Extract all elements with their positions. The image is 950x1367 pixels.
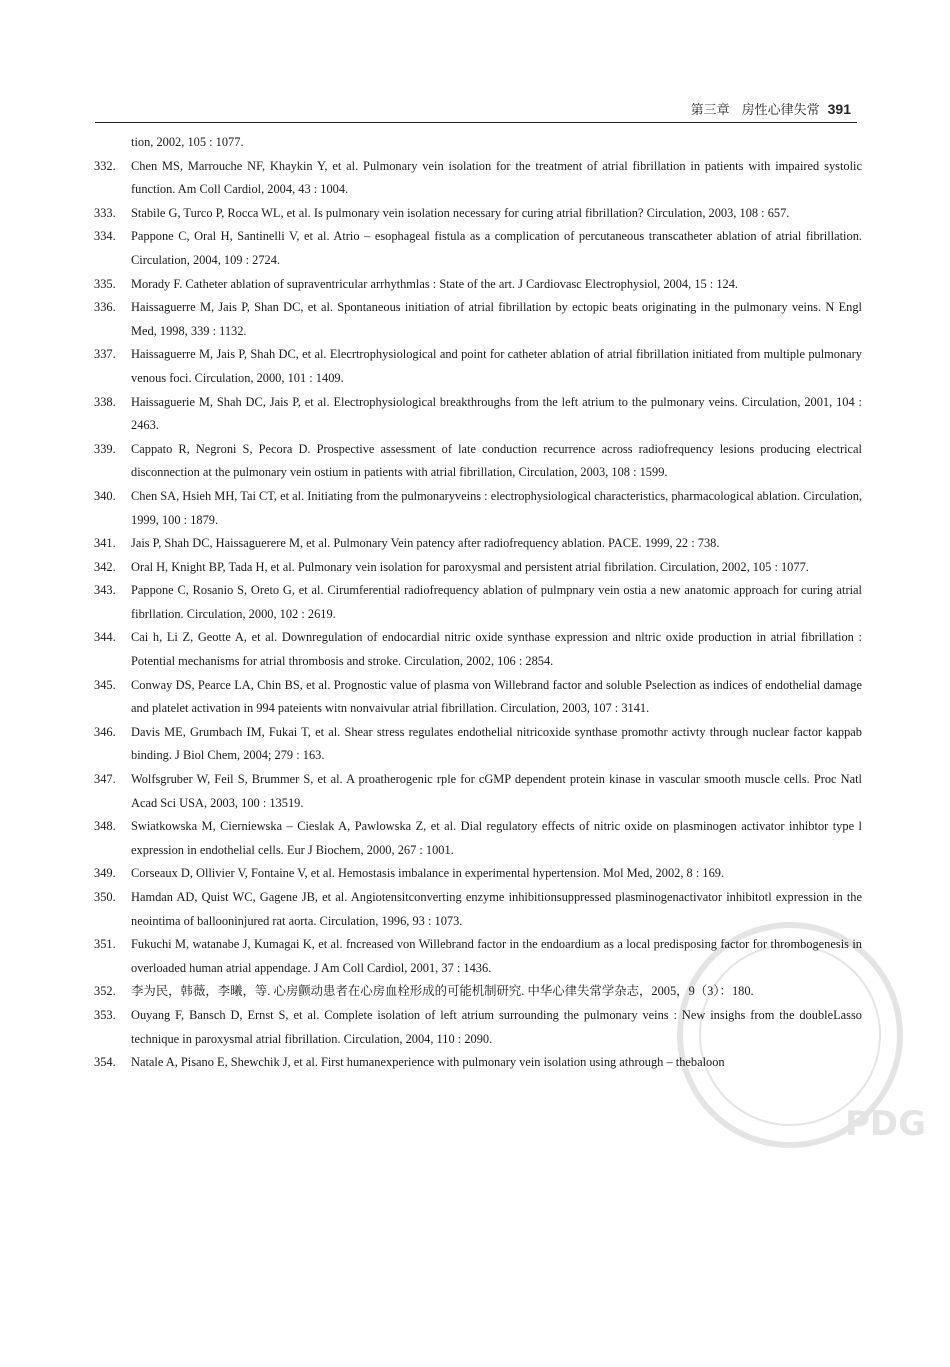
reference-text: Oral H, Knight BP, Tada H, et al. Pulmonary vein isolation for paroxysmal and persistent atrial fibrilation. Circulation, 2002, 105 : 1077.	[131, 559, 809, 574]
reference-text: Morady F. Catheter ablation of supraventricular arrhythmlas : State of the art. J Cardiovasc Electrophysiol, 2004, 15 : 124.	[131, 276, 739, 291]
reference-item	[94, 202, 862, 226]
reference-number: 341.	[94, 536, 116, 551]
header-text	[691, 99, 851, 118]
reference-text: Swiatkowska M, Cierniewska – Cieslak A, Pawlowska Z, et al. Dial regulatory effects of nitric oxide on plasminogen activator inhibtor type l expression in endothelial cells. Eur J Biochem, 2000, 267 : 1001.	[131, 819, 862, 857]
reference-item	[94, 343, 862, 390]
reference-item	[94, 862, 862, 886]
reference-number: 334.	[94, 229, 116, 244]
reference-item	[94, 933, 862, 980]
reference-text: Wolfsgruber W, Feil S, Brummer S, et al. A proatherogenic rple for cGMP dependent protein kinase in vascular smooth muscle cells. Proc Natl Acad Sci USA, 2003, 100 : 13519.	[131, 772, 862, 810]
reference-text: 李为民，韩薇，李曦，等. 心房颤动患者在心房血栓形成的可能机制研究. 中华心律失常学杂志，2005，9（3）：180.	[131, 984, 754, 999]
reference-text: Chen MS, Marrouche NF, Khaykin Y, et al. Pulmonary vein isolation for the treatment of atrial fibrillation in patients with impaired systolic function. Am Coll Cardiol, 2004, 43 : 1004.	[131, 158, 862, 197]
reference-text: Pappone C, Rosanio S, Oreto G, et al. Cirumferential radiofrequency ablation of pulmpnary vein ostia a new anatomic approach for curing atrial fibrllation. Circulation, 2000, 102 : 2619.	[131, 583, 862, 621]
reference-text: Haissaguerre M, Jais P, Shan DC, et al. Spontaneous initiation of atrial fibrillation by ectopic beats originating in the pulmonary veins. N Engl Med, 1998, 339 : 1132.	[131, 300, 862, 338]
reference-number: 343.	[94, 583, 116, 598]
reference-number: 339.	[94, 441, 116, 456]
reference-item	[94, 980, 862, 1004]
reference-item	[94, 674, 862, 721]
reference-item	[94, 485, 862, 532]
reference-text: Chen SA, Hsieh MH, Tai CT, et al. Initiating from the pulmonaryveins : electrophysiological characteristics, pharmacological ablation. Circulation, 1999, 100 : 1879.	[131, 488, 862, 527]
reference-item	[94, 556, 862, 580]
reference-number: 340.	[94, 488, 116, 503]
reference-item	[94, 391, 862, 438]
reference-item	[94, 155, 862, 202]
reference-number: 349.	[94, 866, 116, 881]
reference-item	[94, 438, 862, 485]
reference-number: 332.	[94, 158, 116, 173]
reference-number: 348.	[94, 819, 116, 834]
reference-text: Davis ME, Grumbach IM, Fukai T, et al. Shear stress regulates endothelial nitricoxide synthase promothr activty through nuclear factor kappab binding. J Biol Chem, 2004; 279 : 163.	[131, 724, 862, 763]
reference-number: 338.	[94, 394, 116, 409]
reference-number: 346.	[94, 724, 116, 739]
reference-text: Hamdan AD, Quist WC, Gagene JB, et al. Angiotensitconverting enzyme inhibitionsuppressed plasminogenactivator inhibitotl expression in the neointima of ballooninjured rat aorta. Circulation, 1996, 93 : 1073.	[131, 890, 862, 928]
reference-number: 352.	[94, 984, 116, 999]
reference-number: 354.	[94, 1055, 116, 1070]
watermark-label: PDG	[845, 1104, 927, 1144]
reference-item	[94, 721, 862, 768]
reference-text: Cappato R, Negroni S, Pecora D. Prospective assessment of late conduction recurrence across radiofrequency lesions producing electrical disconnection at the pulmonary vein ostium in patients with atrial fibrillation, Circulation, 2003, 108 : 1599.	[131, 441, 862, 480]
section-title: 房性心律失常	[741, 103, 820, 118]
reference-list	[94, 131, 862, 1075]
reference-item	[94, 626, 862, 673]
reference-text: Haissaguerre M, Jais P, Shah DC, et al. Elecrtrophysiological and point for catheter ablation of atrial fibrillation initiated from multiple pulmonary venous foci. Circulation, 2000, 101 : 1409.	[131, 347, 862, 385]
reference-text: Pappone C, Oral H, Santinelli V, et al. Atrio – esophageal fistula as a complication of percutaneous transcatheter ablation of atrial fibrillation. Circulation, 2004, 109 : 2724.	[131, 229, 862, 267]
reference-item	[94, 579, 862, 626]
reference-text: Stabile G, Turco P, Rocca WL, et al. Is pulmonary vein isolation necessary for curing atrial fibrillation? Circulation, 2003, 108 : 657.	[131, 205, 790, 220]
reference-number: 342.	[94, 559, 116, 574]
reference-item	[94, 768, 862, 815]
reference-number: 335.	[94, 276, 116, 291]
reference-item	[94, 273, 862, 297]
reference-item	[94, 1004, 862, 1051]
reference-text: Fukuchi M, watanabe J, Kumagai K, et al. fncreased von Willebrand factor in the endoardium as a local predisposing factor for thrombogenesis in overloaded human atrial appendage. J Am Coll Cardiol, 2001, 37 : 1436.	[131, 937, 862, 975]
reference-text: Natale A, Pisano E, Shewchik J, et al. First humanexperience with pulmonary vein isolation using athrough – thebaloon	[131, 1055, 725, 1070]
reference-number: 336.	[94, 300, 116, 315]
chapter-label: 第三章	[690, 103, 730, 118]
reference-item	[94, 296, 862, 343]
page-number: 391	[827, 101, 851, 117]
reference-continuation: tion, 2002, 105 : 1077.	[131, 135, 244, 149]
reference-item	[94, 225, 862, 272]
reference-number: 353.	[94, 1007, 116, 1022]
reference-number: 333.	[94, 205, 116, 220]
reference-text: Jais P, Shah DC, Haissaguerere M, et al. Pulmonary Vein patency after radiofrequency ablation. PACE. 1999, 22 : 738.	[131, 536, 720, 551]
reference-item	[94, 532, 862, 556]
reference-text: Corseaux D, Ollivier V, Fontaine V, et al. Hemostasis imbalance in experimental hypertension. Mol Med, 2002, 8 : 169.	[131, 866, 725, 881]
reference-item	[94, 815, 862, 862]
reference-text: Ouyang F, Bansch D, Ernst S, et al. Complete isolation of left atrium surrounding the pulmonary veins : New insighs from the doubleLasso technique in paroxysmal atrial fibrillation. Circulation, 2004, 110 : 2090.	[131, 1007, 862, 1046]
reference-number: 347.	[94, 772, 116, 787]
reference-text: Haissaguerie M, Shah DC, Jais P, et al. Electrophysiological breakthroughs from the left atrium to the pulmonary veins. Circulation, 2001, 104 : 2463.	[131, 394, 862, 433]
reference-number: 350.	[94, 890, 116, 904]
reference-number: 345.	[94, 677, 116, 692]
reference-text: Cai h, Li Z, Geotte A, et al. Downregulation of endocardial nitric oxide synthase expression and nltric oxide production in atrial fibrillation : Potential mechanisms for atrial thrombosis and stroke. Circulation, 2002, 106 : 2854.	[131, 630, 862, 669]
running-header	[95, 96, 857, 123]
reference-text: Conway DS, Pearce LA, Chin BS, et al. Prognostic value of plasma von Willebrand factor and soluble Pselection as indices of endothelial damage and platelet activation in 994 pateients witn nonvaivular atrial fibrillation. Circulation, 2003, 107 : 3141.	[131, 677, 862, 716]
reference-number: 351.	[94, 937, 116, 952]
reference-number: 344.	[94, 630, 116, 645]
reference-item	[94, 1051, 862, 1075]
reference-number: 337.	[94, 347, 116, 362]
reference-item	[94, 886, 862, 933]
